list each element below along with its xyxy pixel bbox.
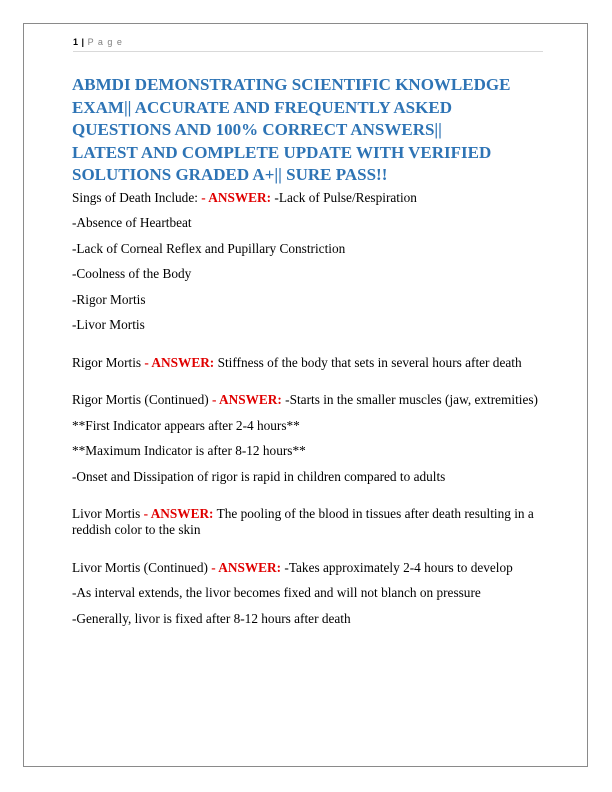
page-number: 1 (73, 37, 79, 47)
answer-line: **Maximum Indicator is after 8-12 hours** (72, 443, 306, 458)
answer-line: -Livor Mortis (72, 317, 145, 332)
answer-line: -As interval extends, the livor becomes fixed and will not blanch on pressure (72, 585, 481, 600)
page-header (73, 37, 543, 52)
answer-marker: - ANSWER: (144, 354, 215, 370)
page-separator: | (81, 37, 85, 47)
document-body (72, 74, 547, 636)
answer-text: Stiffness of the body that sets in several hours after death (217, 354, 522, 370)
answer-line: -Absence of Heartbeat (72, 215, 192, 230)
answer-text: -Takes approximately 2-4 hours to develop (284, 559, 513, 575)
document-page (23, 23, 588, 767)
answer-marker: - ANSWER: (212, 392, 282, 407)
answer-line: -Onset and Dissipation of rigor is rapid in children compared to adults (72, 468, 446, 484)
title-line: LATEST AND COMPLETE UPDATE WITH VERIFIED (72, 142, 492, 162)
qa-item (72, 355, 547, 371)
answer-line: -Lack of Corneal Reflex and Pupillary Constriction (72, 240, 346, 256)
answer-marker: - ANSWER: (201, 189, 272, 205)
answer-line: -Rigor Mortis (72, 291, 146, 307)
qa-item (72, 560, 547, 576)
answer-marker: - ANSWER: (211, 559, 282, 575)
answer-line: **First Indicator appears after 2-4 hours** (72, 417, 300, 433)
question-text: Rigor Mortis (72, 354, 142, 370)
answer-line: -Generally, livor is fixed after 8-12 hours after death (72, 610, 351, 626)
title-line: ABMDI DEMONSTRATING SCIENTIFIC KNOWLEDGE (72, 75, 511, 94)
page-label: P a g e (87, 37, 123, 47)
question-text: Livor Mortis (72, 506, 141, 521)
answer-text: -Lack of Pulse/Respiration (274, 189, 417, 205)
question-text: Sings of Death Include: (72, 189, 198, 205)
question-text: Livor Mortis (Continued) (72, 559, 208, 575)
title-line: EXAM|| ACCURATE AND FREQUENTLY ASKED (72, 97, 452, 117)
document-title (72, 74, 547, 187)
qa-item (72, 190, 547, 206)
qa-item (72, 392, 547, 408)
question-text: Rigor Mortis (Continued) (72, 392, 209, 407)
title-line: QUESTIONS AND 100% CORRECT ANSWERS|| (72, 120, 442, 139)
answer-line: -Coolness of the Body (72, 266, 192, 281)
qa-item (72, 506, 547, 538)
answer-text: The pooling of the blood in tissues after death resulting in a reddish color to the skin (72, 506, 534, 537)
answer-text: -Starts in the smaller muscles (jaw, extremities) (285, 392, 538, 407)
title-line: SOLUTIONS GRADED A+|| SURE PASS!! (72, 165, 388, 184)
answer-marker: - ANSWER: (143, 506, 214, 521)
